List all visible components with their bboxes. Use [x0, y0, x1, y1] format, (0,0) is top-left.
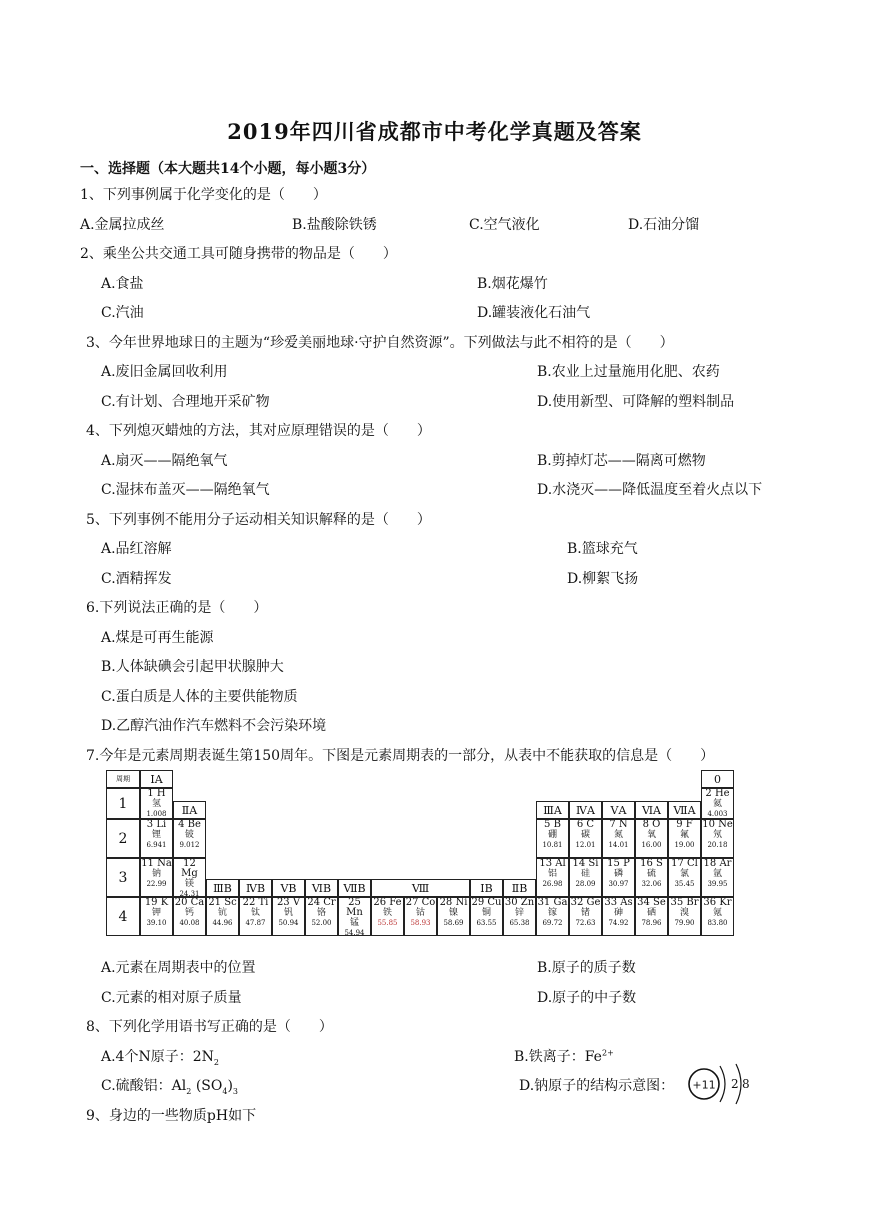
- group-header: ⅢA: [536, 801, 569, 819]
- element-cell: [239, 897, 272, 936]
- element-name: 铬: [316, 908, 326, 918]
- q3-option-b: B.农业上过量施用化肥、农药: [537, 364, 720, 380]
- element-cell: [701, 819, 734, 858]
- element-number-symbol: 33 As: [604, 897, 633, 908]
- element-mass: 22.99: [146, 880, 167, 888]
- q8-option-a: A.4个N原子：$2N_2$: [101, 1049, 219, 1067]
- q9-stem: 9、身边的一些物质pH如下: [86, 1108, 257, 1124]
- q2-option-a: A.食盐: [101, 276, 144, 292]
- periodic-table: [106, 770, 733, 948]
- element-cell: [701, 788, 734, 819]
- element-name: 碳: [580, 830, 590, 840]
- q8-option-c: C.硫酸铝：$Al_2$ $(SO_4)_3$: [101, 1078, 238, 1096]
- q7-option-d: D.原子的中子数: [537, 990, 637, 1006]
- q7-option-c: C.元素的相对原子质量: [101, 990, 242, 1006]
- q3-option-d: D.使用新型、可降解的塑料制品: [537, 394, 735, 410]
- q2-stem: 2、乘坐公共交通工具可随身携带的物品是（ ）: [80, 246, 397, 262]
- q7-option-b: B.原子的质子数: [537, 960, 636, 976]
- q6-option-d: D.乙醇汽油作汽车燃料不会污染环境: [101, 718, 327, 734]
- element-number-symbol: 21 Sc: [208, 897, 237, 908]
- q7-stem: 7.今年是元素周期表诞生第150周年。下图是元素周期表的一部分，从表中不能获取的信息是（ ）: [86, 748, 715, 764]
- element-name: 钠: [151, 869, 161, 879]
- element-name: 硼: [547, 830, 557, 840]
- q1-option-b: B.盐酸除铁锈: [292, 217, 377, 233]
- element-number-symbol: 7 N: [609, 819, 628, 830]
- element-mass: 26.98: [542, 880, 563, 888]
- element-mass: 47.87: [245, 919, 266, 927]
- element-cell: [536, 819, 569, 858]
- element-mass: 20.18: [707, 841, 728, 849]
- element-cell: [635, 819, 668, 858]
- element-number-symbol: 27 Co: [405, 897, 436, 908]
- q2-option-b: B.烟花爆竹: [477, 276, 548, 292]
- q8-stem: 8、下列化学用语书写正确的是（ ）: [86, 1019, 333, 1035]
- element-name: 镁: [184, 879, 194, 889]
- q2-option-d: D.罐装液化石油气: [477, 305, 591, 321]
- element-cell: [569, 819, 602, 858]
- element-name: 钴: [415, 908, 425, 918]
- element-mass: 50.94: [278, 919, 299, 927]
- element-name: 氮: [613, 830, 623, 840]
- element-cell: [569, 858, 602, 897]
- shell-1-electrons: 2: [731, 1077, 739, 1091]
- q5-stem: 5、下列事例不能用分子运动相关知识解释的是（ ）: [86, 512, 431, 528]
- element-mass: 79.90: [674, 919, 695, 927]
- element-mass: 35.45: [674, 880, 695, 888]
- element-number-symbol: 30 Zn: [504, 897, 535, 908]
- element-number-symbol: 12 Mg: [181, 858, 198, 879]
- element-number-symbol: 6 C: [576, 819, 595, 830]
- q1-option-a: A.金属拉成丝: [80, 217, 165, 233]
- element-name: 氟: [679, 830, 689, 840]
- element-name: 钒: [283, 908, 293, 918]
- group-header: ⅣA: [569, 801, 602, 819]
- element-cell: [206, 897, 239, 936]
- element-cell: [272, 897, 305, 936]
- element-number-symbol: 32 Ge: [570, 897, 601, 908]
- element-mass: 32.06: [641, 880, 662, 888]
- q8-option-b: B.铁离子：$Fe^{2+}$: [514, 1048, 614, 1065]
- element-mass: 83.80: [707, 919, 728, 927]
- element-cell: [668, 897, 701, 936]
- q6-option-c: C.蛋白质是人体的主要供能物质: [101, 689, 298, 705]
- shell-arc-1: [720, 1066, 725, 1102]
- element-name: 锂: [151, 830, 161, 840]
- element-mass: 74.92: [608, 919, 629, 927]
- element-mass: 44.96: [212, 919, 233, 927]
- group-header: ⅤB: [272, 879, 305, 897]
- element-number-symbol: 31 Ga: [537, 897, 568, 908]
- element-name: 氪: [712, 908, 722, 918]
- element-cell: [668, 858, 701, 897]
- element-cell: [173, 858, 206, 897]
- element-cell: [602, 858, 635, 897]
- element-number-symbol: 2 He: [705, 788, 730, 799]
- element-mass: 28.09: [575, 880, 596, 888]
- element-cell: [173, 897, 206, 936]
- table-corner: 周期: [106, 770, 140, 788]
- element-name: 钙: [184, 908, 194, 918]
- element-number-symbol: 35 Br: [670, 897, 699, 908]
- q1-stem: 1、下列事例属于化学变化的是（ ）: [80, 187, 327, 203]
- element-name: 氢: [151, 799, 161, 809]
- element-number-symbol: 18 Ar: [703, 858, 732, 869]
- element-mass: 39.10: [146, 919, 167, 927]
- element-mass: 9.012: [179, 841, 200, 849]
- group-header: ⅣB: [239, 879, 272, 897]
- element-cell: [668, 819, 701, 858]
- element-name: 氦: [712, 799, 722, 809]
- q3-option-c: C.有计划、合理地开采矿物: [101, 394, 270, 410]
- group-header: ⅦA: [668, 801, 701, 819]
- element-mass: 58.69: [443, 919, 464, 927]
- group-header: ⅡB: [503, 879, 536, 897]
- q2-option-c: C.汽油: [101, 305, 144, 321]
- element-name: 氖: [712, 830, 722, 840]
- element-number-symbol: 28 Ni: [439, 897, 468, 908]
- section-heading: 一、选择题（本大题共14个小题，每小题3分）: [80, 161, 376, 177]
- element-cell: [140, 858, 173, 897]
- element-cell: [437, 897, 470, 936]
- element-number-symbol: 20 Ca: [174, 897, 205, 908]
- element-name: 氧: [646, 830, 656, 840]
- element-number-symbol: 17 Cl: [671, 858, 698, 869]
- q3-option-a: A.废旧金属回收利用: [101, 364, 228, 380]
- element-cell: [470, 897, 503, 936]
- q8-option-d: D.钠原子的结构示意图：: [519, 1078, 675, 1094]
- element-mass: 6.941: [146, 841, 167, 849]
- period-number: 3: [106, 858, 140, 897]
- element-number-symbol: 36 Kr: [703, 897, 732, 908]
- q5-option-a: A.品红溶解: [101, 541, 172, 557]
- group-header: ⅡA: [173, 801, 206, 819]
- element-name: 镓: [547, 908, 557, 918]
- element-number-symbol: 23 V: [276, 897, 301, 908]
- element-cell: [140, 819, 173, 858]
- q5-option-d: D.柳絮飞扬: [567, 571, 639, 587]
- element-mass: 58.93: [410, 919, 431, 927]
- period-number: 2: [106, 819, 140, 858]
- element-cell: [140, 788, 173, 819]
- element-number-symbol: 34 Se: [637, 897, 666, 908]
- element-name: 铍: [184, 830, 194, 840]
- element-name: 硅: [580, 869, 590, 879]
- element-number-symbol: 25 Mn: [346, 897, 363, 918]
- element-name: 砷: [613, 908, 623, 918]
- element-number-symbol: 14 Si: [572, 858, 599, 869]
- element-name: 氩: [712, 869, 722, 879]
- q4-stem: 4、下列熄灭蜡烛的方法，其对应原理错误的是（ ）: [86, 423, 431, 439]
- element-name: 溴: [679, 908, 689, 918]
- element-cell: [338, 897, 371, 936]
- element-mass: 40.08: [179, 919, 200, 927]
- element-number-symbol: 1 H: [147, 788, 166, 799]
- element-number-symbol: 10 Ne: [702, 819, 733, 830]
- element-number-symbol: 8 O: [642, 819, 661, 830]
- element-number-symbol: 26 Fe: [373, 897, 402, 908]
- element-mass: 55.85: [377, 919, 398, 927]
- group-header: ⅥA: [635, 801, 668, 819]
- q5-option-b: B.篮球充气: [567, 541, 638, 557]
- element-number-symbol: 22 Ti: [242, 897, 269, 908]
- element-number-symbol: 29 Cu: [471, 897, 502, 908]
- element-name: 钪: [217, 908, 227, 918]
- element-number-symbol: 24 Cr: [307, 897, 336, 908]
- q4-option-d: D.水浇灭——降低温度至着火点以下: [537, 482, 763, 498]
- element-cell: [404, 897, 437, 936]
- element-name: 镍: [448, 908, 458, 918]
- element-name: 锰: [349, 918, 359, 928]
- q4-option-b: B.剪掉灯芯——隔离可燃物: [537, 453, 706, 469]
- element-mass: 24.31: [179, 890, 200, 897]
- q5-option-c: C.酒精挥发: [101, 571, 172, 587]
- page-title: 2019年四川省成都市中考化学真题及答案: [227, 119, 642, 144]
- element-mass: 14.01: [608, 841, 629, 849]
- element-mass: 19.00: [674, 841, 695, 849]
- element-mass: 30.97: [608, 880, 629, 888]
- element-mass: 69.72: [542, 919, 563, 927]
- element-mass: 4.003: [707, 810, 728, 818]
- element-name: 铜: [481, 908, 491, 918]
- element-number-symbol: 15 P: [607, 858, 630, 869]
- nucleus-charge: +11: [692, 1078, 716, 1092]
- element-name: 锗: [580, 908, 590, 918]
- group-header: ⅥB: [305, 879, 338, 897]
- q6-option-b: B.人体缺碘会引起甲状腺肿大: [101, 659, 284, 675]
- element-cell: [536, 897, 569, 936]
- element-mass: 1.008: [146, 810, 167, 818]
- period-number: 1: [106, 788, 140, 819]
- element-cell: [602, 819, 635, 858]
- element-cell: [569, 897, 602, 936]
- element-mass: 10.81: [542, 841, 563, 849]
- group-header: ⅢB: [206, 879, 239, 897]
- q1-option-c: C.空气液化: [469, 217, 540, 233]
- element-mass: 63.55: [476, 919, 497, 927]
- element-cell: [140, 897, 173, 936]
- element-mass: 65.38: [509, 919, 530, 927]
- element-cell: [305, 897, 338, 936]
- element-mass: 52.00: [311, 919, 332, 927]
- element-cell: [371, 897, 404, 936]
- element-name: 铝: [547, 869, 557, 879]
- element-name: 锌: [514, 908, 524, 918]
- element-name: 钛: [250, 908, 260, 918]
- element-cell: [503, 897, 536, 936]
- element-name: 铁: [382, 908, 392, 918]
- element-number-symbol: 4 Be: [178, 819, 201, 830]
- group-header: ⅦB: [338, 879, 371, 897]
- element-number-symbol: 9 F: [676, 819, 693, 830]
- element-mass: 39.95: [707, 880, 728, 888]
- element-mass: 54.94: [344, 929, 365, 936]
- element-number-symbol: 16 S: [640, 858, 663, 869]
- shell-2-electrons: 8: [742, 1077, 750, 1091]
- q6-option-a: A.煤是可再生能源: [101, 630, 214, 646]
- element-number-symbol: 19 K: [144, 897, 169, 908]
- element-number-symbol: 3 Li: [146, 819, 167, 830]
- q3-stem: 3、今年世界地球日的主题为“珍爱美丽地球·守护自然资源”。下列做法与此不相符的是（ ）: [86, 335, 674, 351]
- group-header: ⅠA: [140, 770, 173, 788]
- group-header: ⅤA: [602, 801, 635, 819]
- element-cell: [701, 858, 734, 897]
- element-mass: 16.00: [641, 841, 662, 849]
- q7-option-a: A.元素在周期表中的位置: [101, 960, 256, 976]
- element-number-symbol: 13 Al: [539, 858, 566, 869]
- element-cell: [701, 897, 734, 936]
- q4-option-a: A.扇灭——隔绝氧气: [101, 453, 228, 469]
- element-name: 磷: [613, 869, 623, 879]
- element-number-symbol: 5 B: [544, 819, 561, 830]
- period-number: 4: [106, 897, 140, 936]
- group-header: Ⅷ: [371, 879, 470, 897]
- q4-option-c: C.湿抹布盖灭——隔绝氧气: [101, 482, 270, 498]
- element-name: 硫: [646, 869, 656, 879]
- element-name: 氯: [679, 869, 689, 879]
- element-name: 钾: [151, 908, 161, 918]
- group-header: 0: [701, 770, 734, 788]
- element-cell: [635, 897, 668, 936]
- q1-option-d: D.石油分馏: [628, 217, 700, 233]
- element-name: 硒: [646, 908, 656, 918]
- element-mass: 12.01: [575, 841, 596, 849]
- group-header: ⅠB: [470, 879, 503, 897]
- element-cell: [635, 858, 668, 897]
- element-cell: [173, 819, 206, 858]
- element-cell: [602, 897, 635, 936]
- element-mass: 78.96: [641, 919, 662, 927]
- element-number-symbol: 11 Na: [141, 858, 172, 869]
- element-mass: 72.63: [575, 919, 596, 927]
- sodium-atom-structure-diagram: [680, 1058, 760, 1108]
- element-cell: [536, 858, 569, 897]
- q6-stem: 6.下列说法正确的是（ ）: [86, 600, 268, 616]
